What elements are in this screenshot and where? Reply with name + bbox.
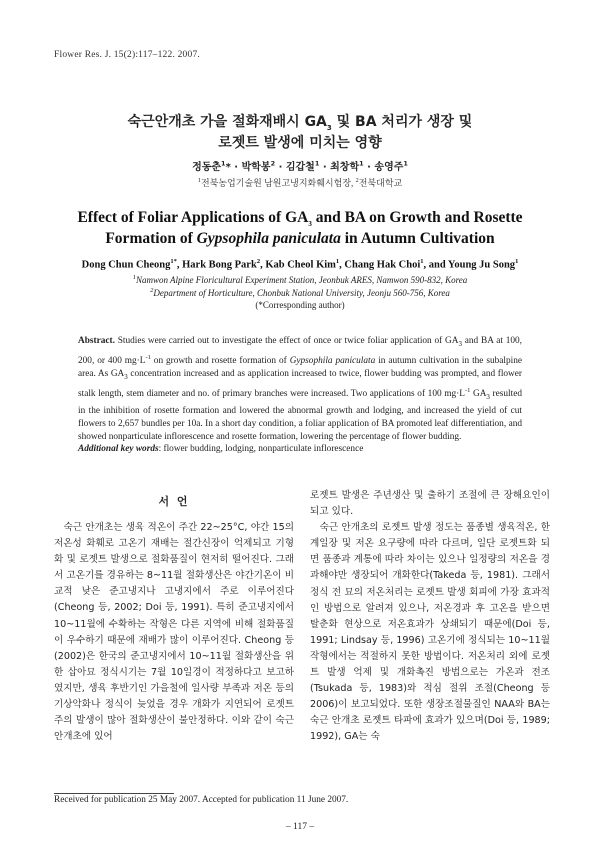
korean-title-line-1: 숙근안개초 가을 절화재배시 $GA_3$ 및 BA 처리가 생장 및 xyxy=(127,114,473,132)
additional-key-words: Additional key words: flower budding, lodging, nonparticulate inflorescence xyxy=(78,444,364,454)
received-note: Received for publication 25 May 2007. Accepted for publication 11 June 2007. xyxy=(54,795,349,805)
english-title-line-2: Formation of Gypsophila paniculata in Autumn Cultivation xyxy=(105,230,495,247)
intro-paragraph: 숙근 안개초의 로젯트 발생 정도는 품종별 생육적온, 한계일장 및 저온 요구량에 따라 다르며, 일단 로젯트화 되면 품종과 계통에 따라 차이는 있으나 일정량의 저온을 경과해야만 생장되어 개화한다(Takeda 등, 1981). 그래서 정식 전 묘의 저온처리는 로젯트 발생 회피에 가장 효과적인 방법으로 알려져 있으나, 저온경과 후 고온을 받으면 탈춘화 현상으로 저온효과가 상쇄되기 때문에(Doi 등, 1991; Lindsay 등, 1996) 고온기에 정식되는 10~11월 작형에서는 적절하지 못한 방법이다. 저온처리 외에 로젯트 발생 억제 및 개화촉진 방법으로는 가온과 전조(Tsukada 등, 1983)와 적심 절위 조절(Cheong 등 2006)이 보고되었다. 또한 생장조절물질인 NAA와 BA는 숙근 안개초 로젯트 타파에 효과가 있으며(Doi 등, 1989; 1992), GA는 숙 xyxy=(310,522,550,743)
intro-left-column xyxy=(54,520,294,745)
abstract: Abstract. Studies were carried out to investigate the effect of once or twice foliar application of $GA_3$ and BA at 100, 200, or 400 $mg\cdot L^{-1}$ on growth and rosette formation of Gypsophila paniculata in autumn cultivation in the subalpine area. As $GA_3$ concentration increased and as application increased to twice, flower budding was prompted, and flower stalk length, stem diameter and no. of primary branches were increased. Two applications of 100 $mg\cdot L^{-1}$ $GA_3$ resulted in the inhibition of rosette formation and lowered the abnormal growth and lodging, and increased the yield of cut flowers to 2,657 bundles per 10a. In a short day condition, a foliar application of BA promoted leaf differentiation, and showed nonparticulate inflorescence and rosette formation, lowering the percentage of flower budding. xyxy=(78,336,522,442)
english-title-line-1: Effect of Foliar Applications of $GA_3$ and BA on Growth and Rosette xyxy=(77,209,523,229)
journal-citation: Flower Res. J. 15(2):117–122. 2007. xyxy=(54,50,200,60)
korean-authors: 정동춘$^1$* · 박학봉$^2$ · 김갑철$^1$ · 최창학$^1$ · 송영주$^1$ xyxy=(192,159,408,173)
affiliation-1: $^1$Namwon Alpine Floricultural Experiment Station, Jeonbuk ARES, Namwon 590-832, Korea xyxy=(132,274,468,285)
corresponding-author-note: (*Corresponding author) xyxy=(255,300,345,310)
section-heading-introduction: 서 언 xyxy=(158,495,190,508)
korean-title-line-2: 로젯트 발생에 미치는 영향 xyxy=(218,135,382,151)
affiliation-2: $^2$Department of Horticulture, Chonbuk National University, Jeonju 560-756, Korea xyxy=(150,287,450,298)
intro-right-column xyxy=(310,488,550,746)
korean-affiliations: $^1$전북농업기술원 남원고냉지화훼시험장, $^2$전북대학교 xyxy=(197,177,403,188)
intro-paragraph-continued: 로젯트 발생은 주년생산 및 출하기 조절에 큰 장해요인이 되고 있다. xyxy=(310,490,550,518)
intro-paragraph: 숙근 안개초는 생육 적온이 주간 22~25°C, 야간 15의 저온성 화훼로 고온기 재배는 절간신장이 억제되고 기형화 및 로젯트 발생으로 절화품질이 현저히 떨어진다. 그래서 고온기를 경유하는 8~11월 절화생산은 야간기온이 비교적 낮은 준고냉지나 고냉지에서 주로 이루어진다(Cheong 등, 2002; Doi 등, 1991). 특히 준고냉지에서 10~11월에 수확하는 작형은 다른 지역에 비해 절화품질이 우수하기 때문에 재배가 많이 이루어진다. Cheong 등(2002)은 한국의 준고냉지에서 10~11월 절화생산을 위한 삽아묘 정식시기는 7월 10일경이 적정하다고 보고하였지만, 생육 후반기인 가을철에 일사량 부족과 저온 등의 기상악화나 정식이 늦었을 경우 개화가 지연되어 로젯트 주의 발생이 많아 절화생산이 불안정하다. 이와 같이 숙근 안개초에 있어 xyxy=(54,522,294,743)
english-authors: Dong Chun Cheong$^{1*}$, Hark Bong Park$^2$, Kab Cheol Kim$^1$, Chang Hak Choi$^1$, and Young Ju Song$^1$ xyxy=(81,258,519,271)
page-number: – 117 – xyxy=(285,822,315,832)
footnote-divider xyxy=(54,793,174,794)
